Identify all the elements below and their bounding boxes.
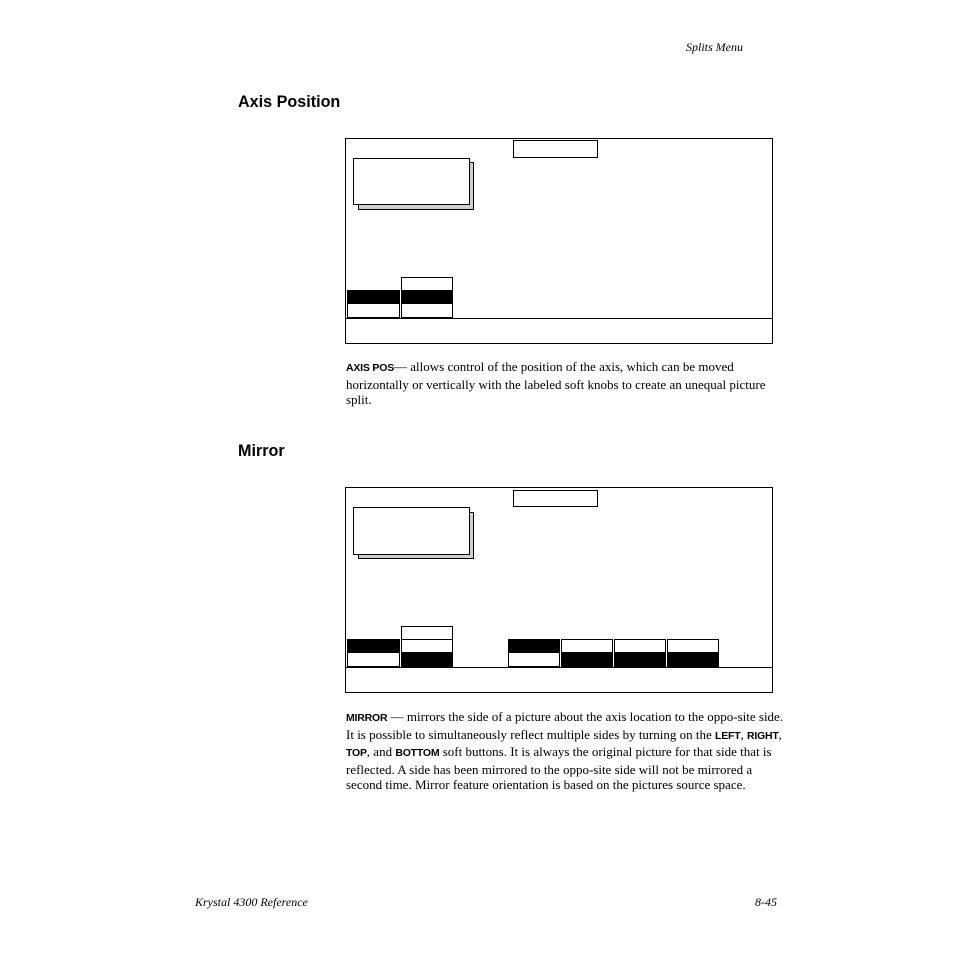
keyword-top: TOP	[346, 747, 367, 759]
soft-button-bottom-upper[interactable]	[667, 639, 719, 653]
section-title-mirror: Mirror	[238, 441, 285, 460]
section-title-axis-position: Axis Position	[238, 92, 341, 111]
mirror-text-1: — mirrors the side of a picture about the axis location to the oppo-site side. It is possible to simultaneously reflect multiple sides by turning on the	[346, 709, 784, 742]
axis-pos-text: — allows control of the position of the axis, which can be moved horizontally or vertically with the labeled soft knobs to create an unequal picture split.	[346, 359, 766, 407]
keyword-mirror: MIRROR	[346, 712, 388, 724]
page-number: 8-45	[755, 895, 777, 909]
soft-button-top[interactable]	[614, 652, 666, 667]
footer-title: Krystal 4300 Reference	[195, 895, 308, 909]
mirror-menu-screen	[345, 487, 773, 693]
separator: , and	[366, 744, 396, 759]
soft-button-lower-1[interactable]	[347, 303, 400, 318]
soft-button-left[interactable]	[508, 652, 560, 667]
mirror-description	[346, 709, 786, 793]
soft-button-lower-2[interactable]	[401, 652, 453, 667]
soft-button-top-upper[interactable]	[614, 639, 666, 653]
separator: ,	[740, 726, 747, 742]
popup-window	[353, 158, 470, 205]
soft-button-right-upper[interactable]	[561, 639, 613, 653]
menu-title-box	[513, 490, 598, 507]
status-bar	[346, 318, 772, 343]
soft-button-lower-2[interactable]	[401, 303, 453, 318]
keyword-axis-pos: AXIS POS	[346, 362, 394, 374]
soft-button-mid-2[interactable]	[401, 290, 453, 304]
soft-button-right[interactable]	[561, 652, 613, 667]
mirror-text-2: soft buttons. It is always the original picture for that side that is reflected. A side has been mirrored to the oppo-site side will not be mirrored a second time. Mirror feature orientation is based on the pictures source space.	[346, 744, 772, 792]
soft-button-axis-pos[interactable]	[347, 290, 400, 304]
popup-window	[353, 507, 470, 555]
menu-title-box	[513, 140, 598, 158]
keyword-left: LEFT	[715, 729, 741, 742]
soft-button-mid-2[interactable]	[401, 639, 453, 653]
keyword-bottom: BOTTOM	[395, 747, 440, 759]
axis-position-menu-screen	[345, 138, 773, 344]
keyword-right: RIGHT	[746, 729, 779, 742]
status-bar	[346, 667, 772, 692]
soft-button-lower-1[interactable]	[347, 652, 400, 667]
soft-button-left-upper[interactable]	[508, 639, 560, 653]
axis-pos-description	[346, 359, 786, 408]
soft-button-mirror[interactable]	[347, 639, 400, 653]
soft-button-upper-2[interactable]	[401, 277, 453, 291]
separator: ,	[778, 726, 782, 742]
running-head: Splits Menu	[686, 40, 743, 54]
soft-button-bottom[interactable]	[667, 652, 719, 667]
soft-button-upper-2[interactable]	[401, 626, 453, 640]
